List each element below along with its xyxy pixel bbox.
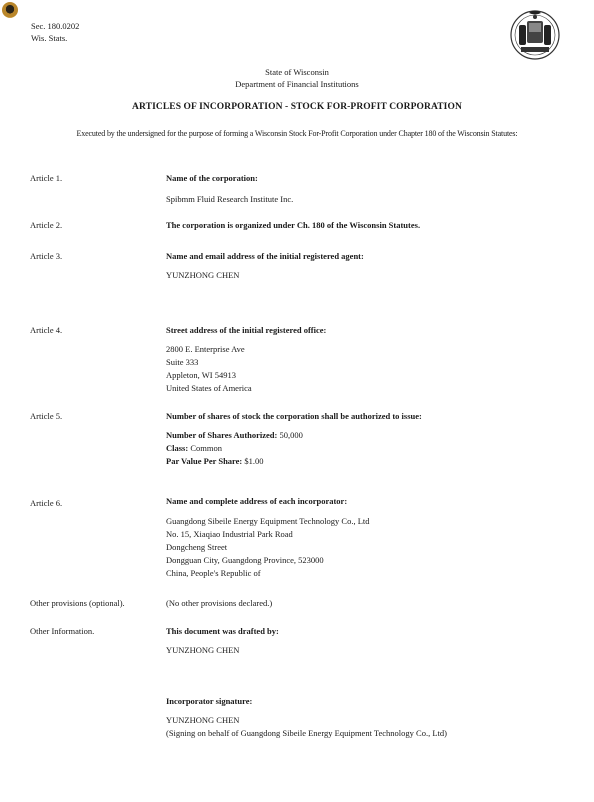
shares-authorized [166, 429, 303, 442]
state-name: State of Wisconsin [265, 67, 329, 77]
registered-agent-name: YUNZHONG CHEN [166, 270, 240, 280]
corporation-name: Spibmm Fluid Research Institute Inc. [166, 194, 294, 204]
article-1-label: Article 1. [30, 173, 63, 183]
article-2-heading: The corporation is organized under Ch. 180 of the Wisconsin Statutes. [166, 220, 421, 230]
incorporator-address-line: Guangdong Sibeile Energy Equipment Technology Co., Ltd [166, 516, 370, 526]
office-address-line: 2800 E. Enterprise Ave [166, 344, 245, 354]
article-3-label: Article 3. [30, 251, 63, 261]
department-name: Department of Financial Institutions [235, 79, 359, 89]
article-3-heading: Name and email address of the initial registered agent: [166, 251, 364, 261]
par-value-amount: $1.00 [244, 456, 264, 466]
wisconsin-state-seal-icon [509, 7, 561, 61]
incorporator-address-line: No. 15, Xiaqiao Industrial Park Road [166, 529, 293, 539]
signer-name: YUNZHONG CHEN [166, 715, 240, 725]
article-4-heading: Street address of the initial registered office: [166, 325, 327, 335]
article-1-heading: Name of the corporation: [166, 173, 258, 183]
article-5-heading: Number of shares of stock the corporation shall be authorized to issue: [166, 411, 422, 421]
signing-note: (Signing on behalf of Guangdong Sibeile Energy Equipment Technology Co., Ltd) [166, 728, 447, 738]
article-5-label: Article 5. [30, 411, 63, 421]
par-value-label: Par Value Per Share: [166, 456, 243, 466]
office-address-line: Suite 333 [166, 357, 199, 367]
office-address-line: Appleton, WI 54913 [166, 370, 236, 380]
article-6-label: Article 6. [30, 498, 63, 508]
document-title: ARTICLES OF INCORPORATION - STOCK FOR-PROFIT CORPORATION [132, 102, 462, 112]
signature-heading: Incorporator signature: [166, 696, 253, 706]
incorporator-address-line: Dongcheng Street [166, 542, 228, 552]
article-4-label: Article 4. [30, 325, 63, 335]
drafter-name: YUNZHONG CHEN [166, 645, 240, 655]
article-2-label: Article 2. [30, 220, 63, 230]
statute-reference: Sec. 180.0202 [31, 21, 80, 31]
share-class-value: Common [190, 443, 222, 453]
other-provisions-label: Other provisions (optional). [30, 598, 125, 608]
drafted-by-heading: This document was drafted by: [166, 626, 279, 636]
executed-statement: Executed by the undersigned for the purpose of forming a Wisconsin Stock For-Profit Corporation under Chapter 180 of the Wisconsin Statutes: [76, 129, 518, 138]
shares-authorized-value: 50,000 [279, 430, 303, 440]
par-value [166, 455, 264, 468]
share-class [166, 442, 222, 455]
statute-source: Wis. Stats. [31, 33, 68, 43]
gold-seal-stamp-icon [2, 2, 18, 18]
incorporator-address-line: China, People's Republic of [166, 568, 261, 578]
share-class-label: Class: [166, 443, 189, 453]
article-6-heading: Name and complete address of each incorporator: [166, 496, 348, 506]
shares-authorized-label: Number of Shares Authorized: [166, 430, 278, 440]
other-provisions-value: (No other provisions declared.) [166, 598, 273, 608]
other-information-label: Other Information. [30, 626, 95, 636]
office-address-line: United States of America [166, 383, 252, 393]
incorporator-address-line: Dongguan City, Guangdong Province, 523000 [166, 555, 324, 565]
